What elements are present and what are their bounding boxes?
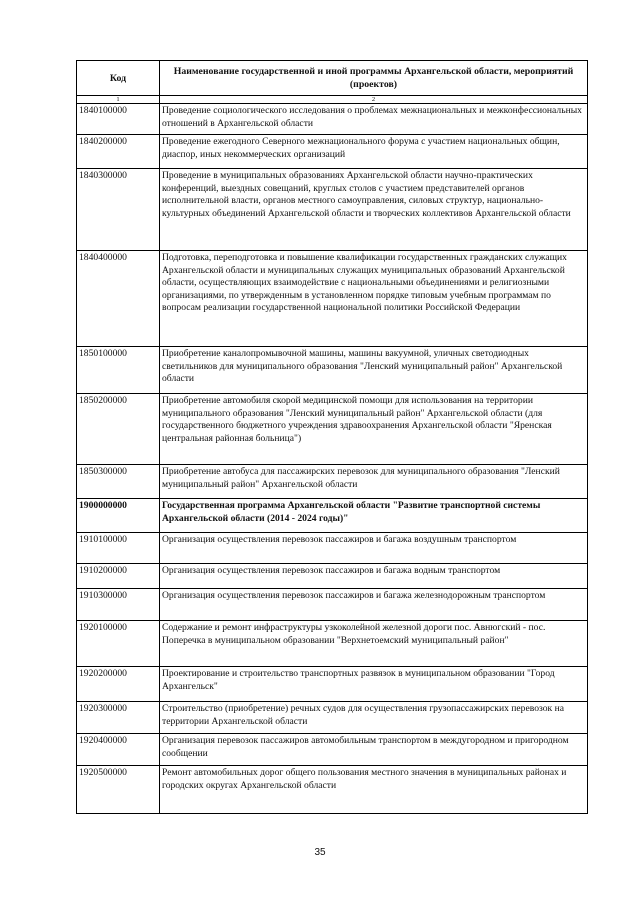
row-code-cell: 1900000000: [77, 499, 160, 533]
row-code-cell: 1850100000: [77, 347, 160, 394]
table-row: [77, 667, 588, 702]
table-body: [77, 104, 588, 814]
table-row: [77, 251, 588, 347]
row-name-cell: Проведение ежегодного Северного межнационального форума с участием национальных общин, диаспор, иных некоммерческих организаций: [160, 135, 588, 169]
row-code-cell: 1920500000: [77, 766, 160, 814]
table-row: [77, 104, 588, 135]
table-row: [77, 533, 588, 564]
table-row: [77, 135, 588, 169]
table-header-row: [77, 61, 588, 96]
row-name-cell: Содержание и ремонт инфраструктуры узкоколейной железной дороги пос. Авнюгский - пос. Поперечка в муниципальном образовании "Верхнетоемский муниципальный район": [160, 621, 588, 667]
row-name-cell: Организация осуществления перевозок пассажиров и багажа воздушным транспортом: [160, 533, 588, 564]
row-name-cell: Приобретение автобуса для пассажирских перевозок для муниципального образования "Ленский муниципальный район" Архангельской области: [160, 465, 588, 499]
table-row: [77, 564, 588, 589]
column-number-row: [77, 96, 588, 104]
row-name-cell: Подготовка, переподготовка и повышение квалификации государственных гражданских служащих Архангельской области и муниципальных служащих муниципальных образований Архангельской области, осуществляющих взаимодействие с национальными объединениями и религиозными организациями, по утвержденным в установленном порядке типовым учебным программам по вопросам реализации государственной национальной политики Российской Федерации: [160, 251, 588, 347]
row-name-cell: Ремонт автомобильных дорог общего пользования местного значения в муниципальных районах и городских округах Архангельской области: [160, 766, 588, 814]
column-number-1: 1: [77, 96, 160, 104]
row-code-cell: 1920200000: [77, 667, 160, 702]
program-codes-table: [76, 60, 588, 814]
row-code-cell: 1910200000: [77, 564, 160, 589]
row-name-cell: Проведение социологического исследования о проблемах межнациональных и межконфессиональных отношений в Архангельской области: [160, 104, 588, 135]
row-code-cell: 1910300000: [77, 589, 160, 621]
table-row: [77, 702, 588, 734]
row-code-cell: 1850300000: [77, 465, 160, 499]
row-name-cell: Организация осуществления перевозок пассажиров и багажа водным транспортом: [160, 564, 588, 589]
table-row: [77, 589, 588, 621]
name-column-header: Наименование государственной и иной программы Архангельской области, мероприятий (проектов): [160, 61, 588, 96]
table-row: [77, 169, 588, 251]
row-code-cell: 1840100000: [77, 104, 160, 135]
row-name-cell: Приобретение каналопромывочной машины, машины вакуумной, уличных светодиодных светильников для муниципального образования "Ленский муниципальный район" Архангельской области: [160, 347, 588, 394]
table-row: [77, 766, 588, 814]
table-row: [77, 394, 588, 465]
table-row: [77, 734, 588, 766]
row-code-cell: 1910100000: [77, 533, 160, 564]
row-name-cell: Проектирование и строительство транспортных развязок в муниципальном образовании "Город Архангельск": [160, 667, 588, 702]
table-row: [77, 465, 588, 499]
row-name-cell: Организация перевозок пассажиров автомобильным транспортом в междугородном и пригородном сообщении: [160, 734, 588, 766]
table-row: [77, 499, 588, 533]
row-name-cell: Организация осуществления перевозок пассажиров и багажа железнодорожным транспортом: [160, 589, 588, 621]
row-name-cell: Строительство (приобретение) речных судов для осуществления грузопассажирских перевозок на территории Архангельской области: [160, 702, 588, 734]
code-column-header: Код: [77, 61, 160, 96]
row-name-cell: Приобретение автомобиля скорой медицинской помощи для использования на территории муниципального образования "Ленский муниципальный район" Архангельской области (для государственного бюджетного учреждения здравоохранения Архангельской области "Яренская центральная районная больница"): [160, 394, 588, 465]
row-name-cell: Проведение в муниципальных образованиях Архангельской области научно-практических конференций, выездных совещаний, круглых столов с участием представителей органов исполнительной власти, органов местного самоуправления, силовых структур, национально-культурных объединений Архангельской области и творческих коллективов Архангельской области: [160, 169, 588, 251]
page-number: 35: [314, 847, 326, 858]
row-code-cell: 1920400000: [77, 734, 160, 766]
row-name-cell: Государственная программа Архангельской области "Развитие транспортной системы Архангельской области (2014 - 2024 годы)": [160, 499, 588, 533]
row-code-cell: 1850200000: [77, 394, 160, 465]
column-number-2: 2: [160, 96, 588, 104]
row-code-cell: 1840200000: [77, 135, 160, 169]
row-code-cell: 1840400000: [77, 251, 160, 347]
table-row: [77, 621, 588, 667]
table-row: [77, 347, 588, 394]
row-code-cell: 1840300000: [77, 169, 160, 251]
row-code-cell: 1920100000: [77, 621, 160, 667]
row-code-cell: 1920300000: [77, 702, 160, 734]
